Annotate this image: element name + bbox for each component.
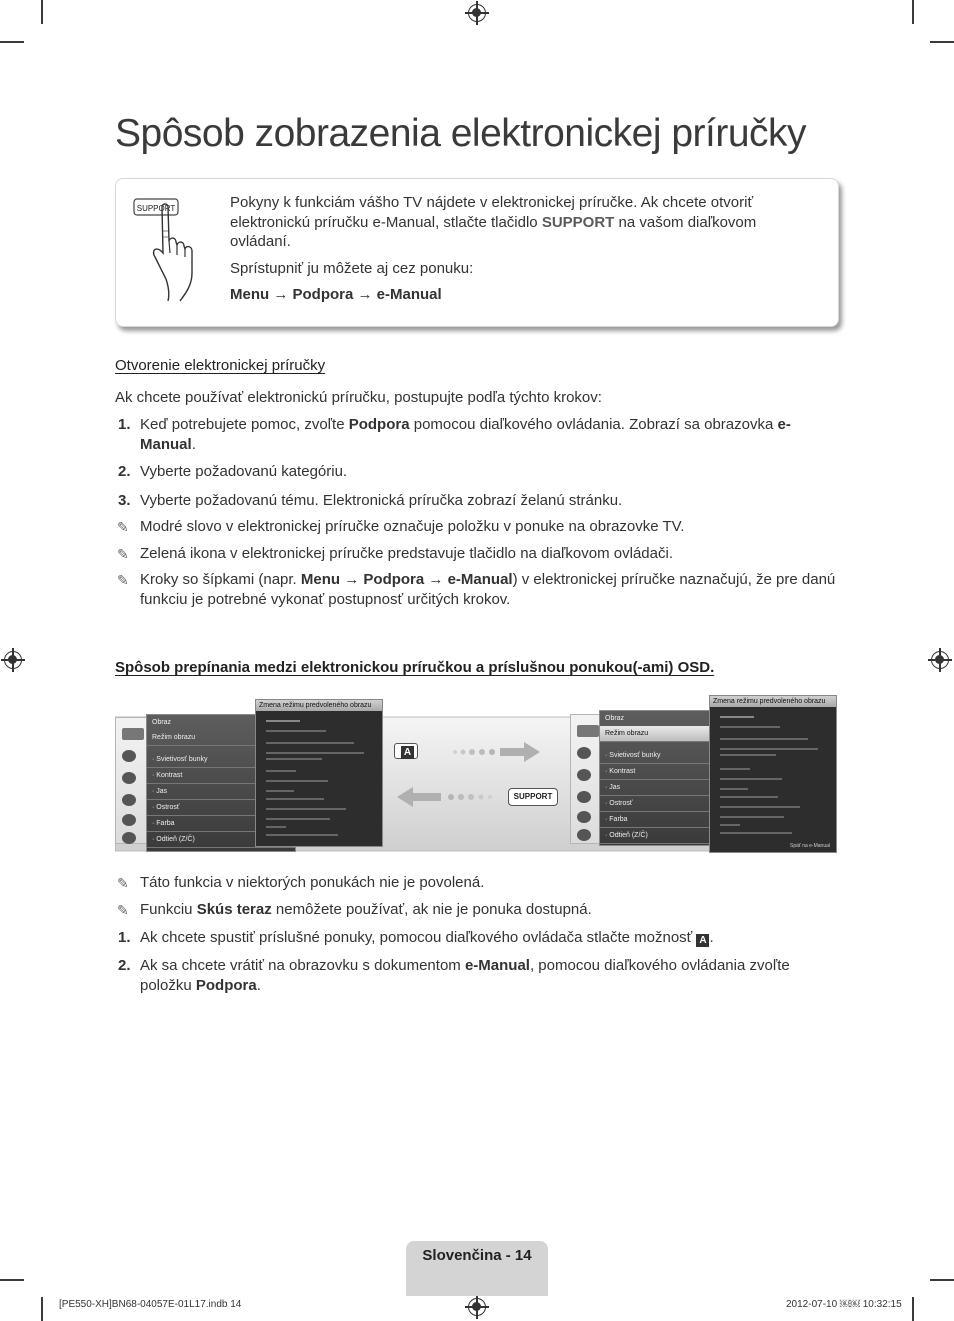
a-button-icon: A — [696, 934, 709, 947]
menu-item: · Ostrosť — [147, 800, 295, 816]
support-button-label: SUPPORT — [136, 204, 176, 213]
step-s2-2: 2. Ak sa chcete vrátiť na obrazovku s dokumentom e-Manual, pomocou diaľkového ovládania zvoľte položku Podpora. — [118, 957, 790, 994]
step-2: 2. Vyberte požadovanú kategóriu. — [118, 463, 348, 480]
menu-item-selected: Režim obrazu — [600, 726, 748, 742]
network-icon — [577, 791, 591, 803]
back-to-emanual-label: Späť na e-Manual — [790, 843, 830, 849]
icon-column — [115, 717, 150, 844]
crop-mark — [41, 0, 43, 24]
crop-mark — [930, 41, 954, 43]
page-number: Slovenčina - 14 — [422, 1247, 532, 1264]
slug-filename: [PE550-XH]BN68-04057E-01L17.indb 14 — [59, 1299, 242, 1310]
menu-item: · Jas — [147, 784, 295, 800]
hand-pressing-support-icon — [132, 193, 212, 303]
osd-illustration — [115, 697, 837, 852]
support-button-icon: SUPPORT — [508, 788, 558, 806]
menu-item: · Kontrast — [600, 764, 748, 780]
info-text: Pokyny k funkciám vášho TV nájdete v elektronickej príručke. Ak chcete otvoriť elektronickú príručku e-Manual, stlačte tlačidlo — [230, 194, 754, 231]
menu-item: · Farba — [600, 812, 748, 828]
emanual-title: Zmena režimu predvoleného obrazu — [256, 700, 382, 711]
crop-mark — [0, 1279, 24, 1281]
note-2: ✎ Zelená ikona v elektronickej príručke predstavuje tlačidlo na diaľkovom ovládači. — [115, 544, 840, 564]
menu-item: · Svietivosť bunky — [600, 748, 748, 764]
a-button-icon: A — [394, 743, 418, 759]
emanual-window-left — [255, 699, 383, 847]
page-title: Spôsob zobrazenia elektronickej príručky — [115, 112, 807, 155]
note-pencil-icon: ✎ — [117, 519, 129, 535]
note-4: ✎ Táto funkcia v niektorých ponukách nie je povolená. — [115, 873, 840, 893]
broadcast-icon — [122, 772, 136, 784]
crop-mark — [930, 1279, 954, 1281]
emanual-title: Zmena režimu predvoleného obrazu — [710, 696, 836, 707]
crop-mark — [0, 41, 24, 43]
step-s2-1: 1. Ak chcete spustiť príslušné ponuky, pomocou diaľkového ovládača stlačte možnosť A . — [118, 929, 714, 946]
menu-item: · Farba — [147, 816, 295, 832]
note-pencil-icon: ✎ — [117, 546, 129, 562]
registration-mark-icon — [468, 4, 486, 22]
menu-title: Obraz — [605, 715, 625, 722]
menu-item: · Odtieň (Z/Č) — [147, 832, 295, 848]
step-3: 3. Vyberte požadovanú tému. Elektronická príručka zobrazí želanú stránku. — [118, 492, 623, 509]
info-text-menu-intro: Sprístupniť ju môžete aj cez ponuku: — [230, 259, 474, 277]
sound-icon — [122, 750, 136, 762]
support-keyword: SUPPORT — [541, 213, 615, 231]
picture-icon — [577, 725, 599, 737]
info-box — [115, 178, 839, 327]
picture-icon — [122, 728, 144, 740]
section-heading: Spôsob prepínania medzi elektronickou príručkou a príslušnou ponukou(-ami) OSD. — [115, 659, 715, 676]
support-icon — [122, 832, 136, 844]
emanual-window-right — [709, 695, 837, 853]
network-icon — [122, 794, 136, 806]
registration-mark-icon — [4, 651, 22, 669]
page-number-tab — [406, 1241, 548, 1296]
crop-mark — [912, 1297, 914, 1321]
registration-mark-icon — [468, 1298, 486, 1316]
crop-mark — [41, 1297, 43, 1321]
menu-path: Menu → Podpora → e-Manual — [230, 286, 442, 303]
crop-mark — [912, 0, 914, 24]
broadcast-icon — [577, 769, 591, 781]
registration-mark-icon — [931, 651, 949, 669]
note-3: ✎ Kroky so šípkami (napr. Menu → Podpora → e-Manual) v elektronickej príručke naznačujú, že pre danú funkciu je potrebné vykonať postupnosť určitých krokov. — [117, 571, 836, 608]
step-1: 1. Keď potrebujete pomoc, zvoľte Podpora pomocou diaľkového ovládania. Zobrazí sa obrazovka e-Manual. — [118, 416, 791, 453]
menu-item: · Jas — [600, 780, 748, 796]
support-icon — [577, 829, 591, 841]
menu-item: · Odtieň (Z/Č) — [600, 828, 748, 844]
sound-icon — [577, 747, 591, 759]
note-pencil-icon: ✎ — [117, 902, 129, 918]
gear-icon — [577, 811, 591, 823]
slug-timestamp: 2012-07-10 ￼￼ 10:32:15 — [786, 1299, 902, 1310]
note-pencil-icon: ✎ — [117, 875, 129, 891]
note-5: ✎ Funkciu Skús teraz nemôžete používať, ak nie je ponuka dostupná. — [115, 900, 840, 920]
gear-icon — [122, 814, 136, 826]
note-1: ✎ Modré slovo v elektronickej príručke označuje položku v ponuke na obrazovke TV. — [115, 517, 840, 537]
section-heading: Otvorenie elektronickej príručky — [115, 357, 326, 374]
menu-item: · Kontrast — [147, 768, 295, 784]
note-pencil-icon: ✎ — [117, 572, 129, 588]
menu-item: Režim obrazu — [147, 730, 295, 746]
menu-item: · Ostrosť — [600, 796, 748, 812]
info-text: na vašom diaľkovom ovládaní. — [230, 213, 757, 250]
intro-text: Ak chcete používať elektronickú príručku, postupujte podľa týchto krokov: — [115, 389, 602, 406]
menu-item: · Svietivosť bunky — [147, 752, 295, 768]
menu-title: Obraz — [152, 719, 172, 726]
